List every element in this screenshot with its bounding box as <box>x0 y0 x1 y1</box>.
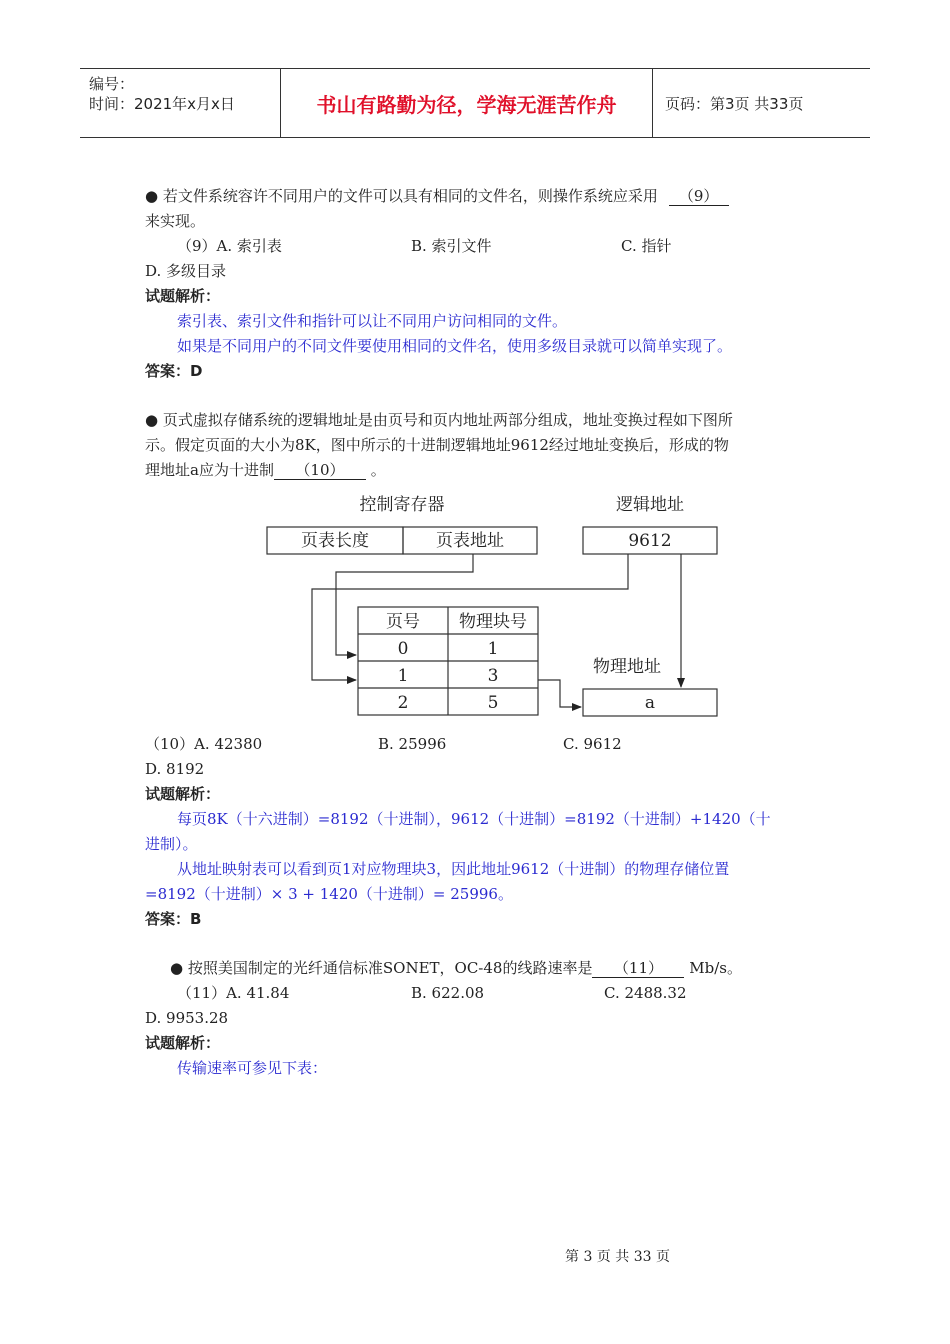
q9-option-a: （9）A. 索引表 <box>177 237 282 255</box>
q10-stem-line1: ● 页式虚拟存储系统的逻辑地址是由页号和页内地址两部分组成，地址变换过程如下图所 <box>145 411 733 429</box>
q10-analysis-title: 试题解析： <box>145 785 221 803</box>
q10-analysis-line3: 从地址映射表可以看到页1对应物理块3，因此地址9612（十进制）的物理存储位置 <box>177 860 730 878</box>
q9-option-c: C. 指针 <box>621 237 672 255</box>
q11-option-d: D. 9953.28 <box>145 1009 229 1027</box>
page-table-address-text: 页表地址 <box>436 531 504 551</box>
table-cell: 3 <box>487 666 499 686</box>
q9-analysis-title: 试题解析： <box>145 287 221 305</box>
q10-stem-line2: 示。假定页面的大小为8K，图中所示的十进制逻辑地址9612经过地址变换后，形成的物 <box>145 436 729 454</box>
table-cell: 1 <box>487 639 499 659</box>
q9-option-b: B. 索引文件 <box>411 237 492 255</box>
logical-address-value: 9612 <box>628 531 672 551</box>
q10-option-b: B. 25996 <box>378 735 447 753</box>
physical-address-label: 物理地址 <box>593 657 661 677</box>
q9-answer: 答案：D <box>145 362 203 380</box>
q10-option-c: C. 9612 <box>563 735 622 753</box>
logical-address-label: 逻辑地址 <box>616 495 684 515</box>
q11-stem: ● 按照美国制定的光纤通信标准SONET，OC-48的线路速率是 （11） Mb/s。 <box>170 959 742 977</box>
q10-stem-line3: 理地址a应为十进制 （10） 。 <box>145 461 386 479</box>
table-cell: 5 <box>487 693 499 713</box>
table-cell: 2 <box>397 693 409 713</box>
q10-analysis-line2: 进制）。 <box>145 835 198 853</box>
q11-analysis-title: 试题解析： <box>145 1034 221 1052</box>
q10-analysis-line1: 每页8K（十六进制）=8192（十进制），9612（十进制）=8192（十进制）+1420（十 <box>177 810 771 828</box>
q11-blank: （11） <box>592 959 684 978</box>
q10-blank: （10） <box>274 461 366 480</box>
frame-number-arrow <box>538 680 581 707</box>
q10-option-d: D. 8192 <box>145 760 205 778</box>
q9-stem-line1: ● 若文件系统容许不同用户的文件可以具有相同的文件名，则操作系统应采用 （9） <box>145 187 729 206</box>
q9-stem-line2: 来实现。 <box>145 212 206 230</box>
q10-option-a: （10）A. 42380 <box>145 735 263 753</box>
q10-analysis-line4: =8192（十进制）× 3 + 1420（十进制）= 25996。 <box>145 885 513 903</box>
document-time: 时间：2021年x月x日 <box>89 95 235 113</box>
control-register-label: 控制寄存器 <box>359 495 445 515</box>
physical-address-value: a <box>644 693 656 713</box>
bullet-icon: ● <box>145 411 159 429</box>
header-page-info: 页码：第3页 共33页 <box>665 95 804 113</box>
q9-blank: （9） <box>669 187 729 206</box>
q10-answer: 答案：B <box>145 910 202 928</box>
q9-analysis-line1: 索引表、索引文件和指针可以让不同用户访问相同的文件。 <box>177 312 568 330</box>
q11-option-c: C. 2488.32 <box>604 984 687 1002</box>
header-motto: 书山有路勤为径，学海无涯苦作舟 <box>281 69 653 137</box>
table-header-frame: 物理块号 <box>459 612 527 632</box>
bullet-icon: ● <box>170 959 184 977</box>
document-number-label: 编号： <box>89 75 135 93</box>
table-cell: 1 <box>397 666 409 686</box>
bullet-icon: ● <box>145 187 159 205</box>
page-table-length-text: 页表长度 <box>301 531 369 551</box>
table-cell: 0 <box>397 639 409 659</box>
q11-option-a: （11）A. 41.84 <box>177 984 290 1002</box>
q9-analysis-line2: 如果是不同用户的不同文件要使用相同的文件名，使用多级目录就可以简单实现了。 <box>177 337 733 355</box>
q11-analysis-line1: 传输速率可参见下表： <box>177 1059 328 1077</box>
page-footer: 第 3 页 共 33 页 <box>565 1249 670 1265</box>
q9-option-d: D. 多级目录 <box>145 262 227 280</box>
table-header-page: 页号 <box>386 612 420 632</box>
q11-option-b: B. 622.08 <box>411 984 485 1002</box>
